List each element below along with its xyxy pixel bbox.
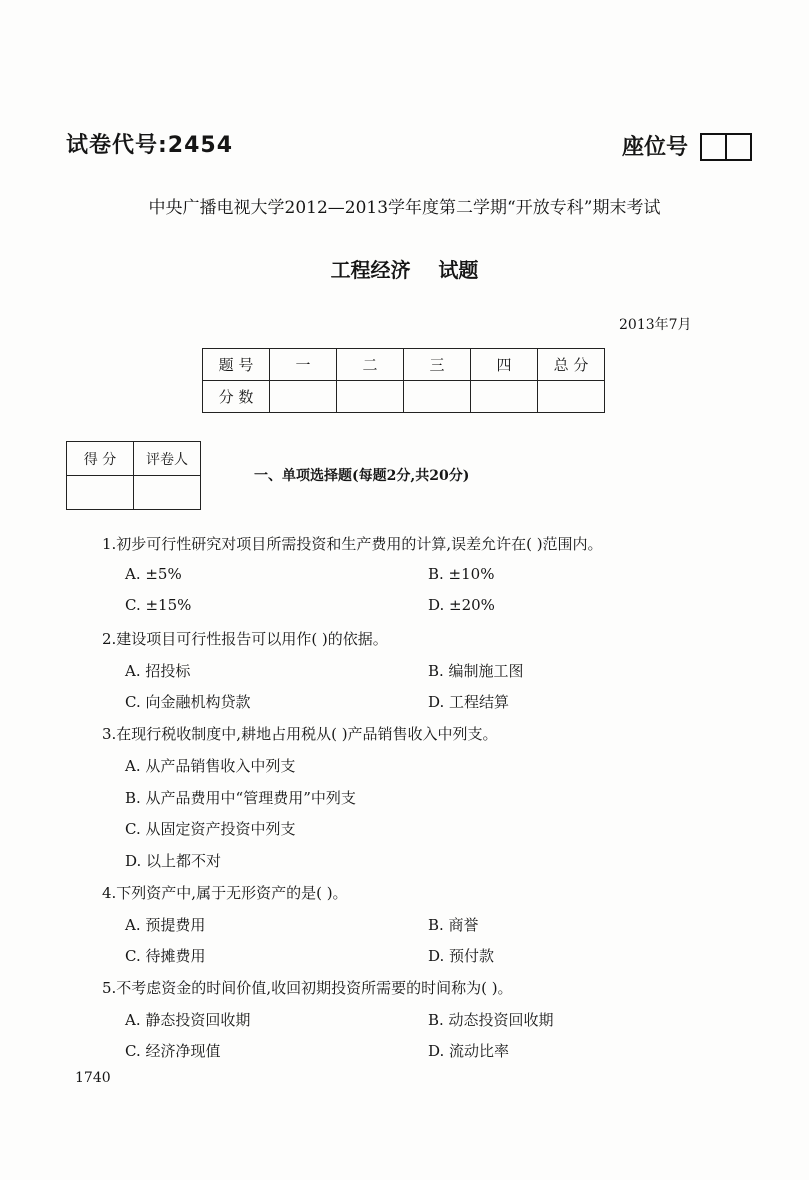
score-table-header-row <box>203 349 605 381</box>
score-cell[interactable] <box>471 381 538 413</box>
score-table <box>202 348 605 413</box>
exam-title: 中央广播电视大学2012—2013学年度第二学期“开放专科”期末考试 <box>148 198 661 218</box>
score-header-cell: 一 <box>270 349 337 381</box>
score-header-cell: 总 分 <box>538 349 605 381</box>
question-option[interactable]: D. 以上都不对 <box>125 852 222 870</box>
question-option[interactable]: D. ±20% <box>428 596 495 614</box>
question-option[interactable]: C. 从固定资产投资中列支 <box>125 820 296 838</box>
score-header-cell: 四 <box>471 349 538 381</box>
seat-number-boxes[interactable] <box>700 133 752 161</box>
score-cell[interactable] <box>337 381 404 413</box>
paper-code: 试卷代号:2454 <box>66 133 234 158</box>
question-option[interactable]: D. 流动比率 <box>428 1042 510 1060</box>
grader-score-label: 得 分 <box>67 442 134 476</box>
score-cell[interactable] <box>538 381 605 413</box>
score-cell[interactable] <box>270 381 337 413</box>
question-option[interactable]: B. 动态投资回收期 <box>428 1011 554 1029</box>
grader-name-label: 评卷人 <box>134 442 201 476</box>
question-option[interactable]: B. 编制施工图 <box>428 662 524 680</box>
seat-number-label: 座位号 <box>622 135 689 160</box>
grader-name-cell[interactable] <box>134 476 201 510</box>
question-stem: 4.下列资产中,属于无形资产的是( )。 <box>102 884 348 902</box>
grader-table <box>66 441 201 510</box>
question-option[interactable]: B. ±10% <box>428 565 495 583</box>
score-table-value-row <box>203 381 605 413</box>
score-header-cell: 二 <box>337 349 404 381</box>
score-row-label: 分 数 <box>203 381 270 413</box>
question-option[interactable]: C. ±15% <box>125 596 192 614</box>
grader-score-cell[interactable] <box>67 476 134 510</box>
question-option[interactable]: C. 待摊费用 <box>125 947 206 965</box>
question-option[interactable]: D. 预付款 <box>428 947 495 965</box>
question-option[interactable]: A. 静态投资回收期 <box>125 1011 251 1029</box>
score-header-cell: 三 <box>404 349 471 381</box>
question-stem: 1.初步可行性研究对项目所需投资和生产费用的计算,误差允许在( )范围内。 <box>102 535 603 553</box>
question-option[interactable]: C. 经济净现值 <box>125 1042 221 1060</box>
score-header-cell: 题 号 <box>203 349 270 381</box>
question-option[interactable]: C. 向金融机构贷款 <box>125 693 251 711</box>
question-option[interactable]: B. 从产品费用中“管理费用”中列支 <box>125 789 356 807</box>
question-option[interactable]: A. 预提费用 <box>125 916 206 934</box>
page-number: 1740 <box>75 1070 111 1086</box>
exam-date: 2013年7月 <box>619 317 692 333</box>
question-option[interactable]: A. ±5% <box>125 565 182 583</box>
section-heading: 一、单项选择题(每题2分,共20分) <box>254 468 470 484</box>
subject-title: 工程经济 试题 <box>330 258 479 282</box>
question-option[interactable]: A. 从产品销售收入中列支 <box>125 757 296 775</box>
question-option[interactable]: B. 商誉 <box>428 916 479 934</box>
question-option[interactable]: A. 招投标 <box>125 662 191 680</box>
score-cell[interactable] <box>404 381 471 413</box>
question-stem: 2.建设项目可行性报告可以用作( )的依据。 <box>102 630 388 648</box>
question-stem: 3.在现行税收制度中,耕地占用税从( )产品销售收入中列支。 <box>102 725 498 743</box>
question-stem: 5.不考虑资金的时间价值,收回初期投资所需要的时间称为( )。 <box>102 979 513 997</box>
question-option[interactable]: D. 工程结算 <box>428 693 510 711</box>
